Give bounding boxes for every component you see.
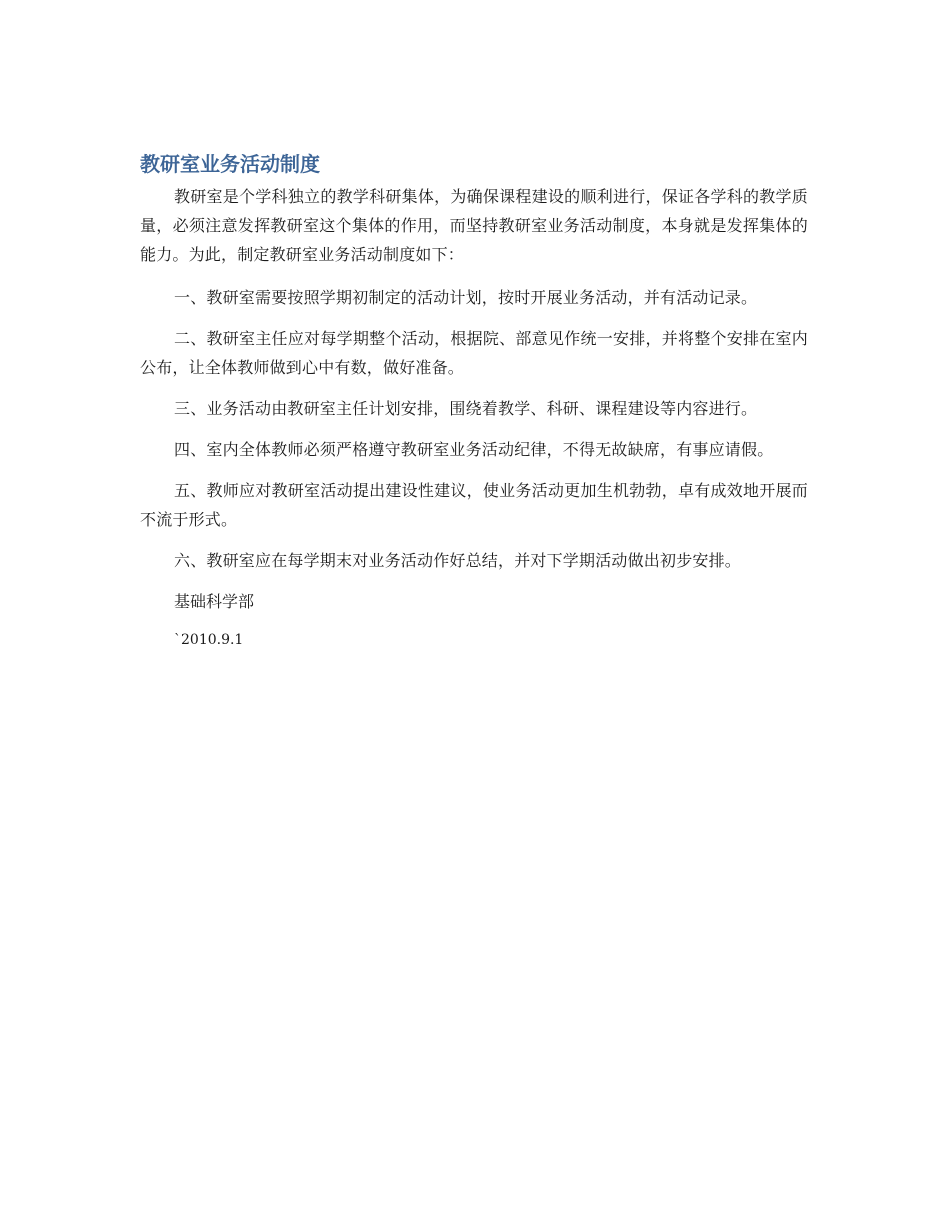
document-page	[140, 150, 808, 652]
rule-2: 二、教研室主任应对每学期整个活动，根据院、部意见作统一安排，并将整个安排在室内公布，让全体教师做到心中有数，做好准备。	[140, 329, 808, 377]
rule-3: 三、业务活动由教研室主任计划安排，围绕着教学、科研、课程建设等内容进行。	[174, 399, 758, 418]
rule-5: 五、教师应对教研室活动提出建设性建议，使业务活动更加生机勃勃，卓有成效地开展而不流于形式。	[140, 481, 808, 529]
rule-6: 六、教研室应在每学期末对业务活动作好总结，并对下学期活动做出初步安排。	[174, 551, 742, 570]
intro-paragraph: 教研室是个学科独立的教学科研集体，为确保课程建设的顺利进行，保证各学科的教学质量，必须注意发挥教研室这个集体的作用，而坚持教研室业务活动制度，本身就是发挥集体的能力。为此，制定教研室业务活动制度如下：	[140, 187, 808, 264]
document-date: `2010.9.1	[174, 632, 244, 648]
department-signature: 基础科学部	[174, 592, 255, 611]
rule-4: 四、室内全体教师必须严格遵守教研室业务活动纪律，不得无故缺席，有事应请假。	[174, 440, 774, 459]
rule-1: 一、教研室需要按照学期初制定的活动计划，按时开展业务活动，并有活动记录。	[174, 288, 758, 307]
document-title: 教研室业务活动制度	[140, 152, 320, 176]
